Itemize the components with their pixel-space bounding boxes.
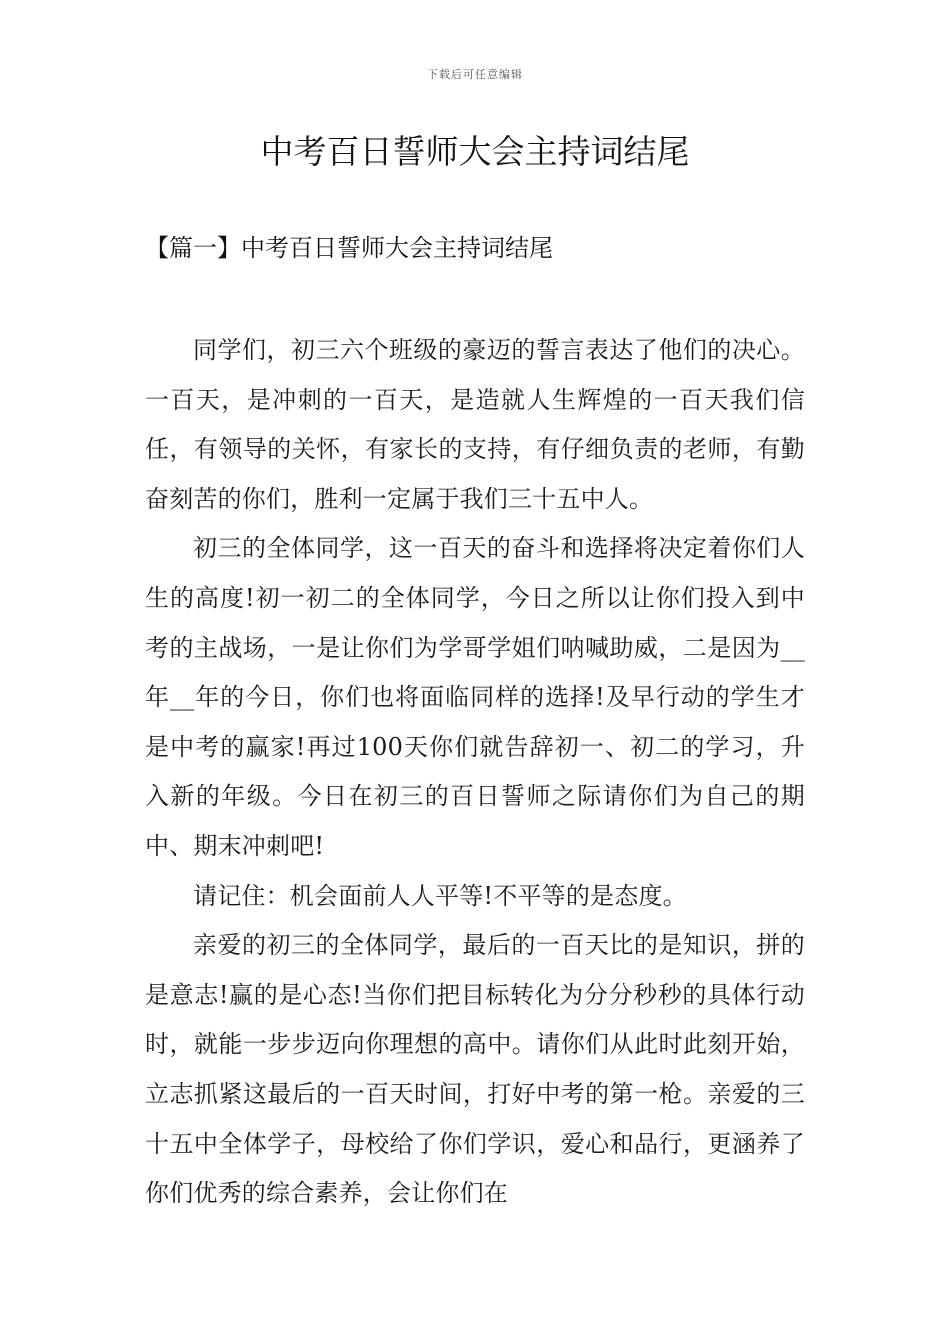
paragraph: 请记住：机会面前人人平等!不平等的是态度。 bbox=[193, 881, 687, 910]
document-body bbox=[145, 326, 805, 1219]
paragraph: 初三的全体同学，这一百天的奋斗和选择将决定着你们人生的高度!初一初二的全体同学，今日之所以让你们投入到中考的主战场，一是让你们为学哥学姐们呐喊助威，二是因为__年__年的今日，你们也将面临同样的选择!及早行动的学生才是中考的赢家!再过100天你们就告辞初一、初二的学习，升入新的年级。今日在初三的百日誓师之际请你们为自己的期中、期末冲刺吧! bbox=[145, 534, 805, 860]
paragraph: 同学们，初三六个班级的豪迈的誓言表达了他们的决心。一百天，是冲刺的一百天，是造就人生辉煌的一百天我们信任，有领导的关怀，有家长的支持，有仔细负责的老师，有勤奋刻苦的你们，胜利一定属于我们三十五中人。 bbox=[145, 336, 805, 513]
document-title: 中考百日誓师大会主持词结尾 bbox=[260, 132, 690, 171]
paragraph: 亲爱的初三的全体同学，最后的一百天比的是知识，拼的是意志!赢的是心态!当你们把目标转化为分分秒秒的具体行动时，就能一步步迈向你理想的高中。请你们从此时此刻开始，立志抓紧这最后的一百天时间，打好中考的第一枪。亲爱的三十五中全体学子，母校给了你们学识，爱心和品行，更涵养了你们优秀的综合素养，会让你们在 bbox=[145, 931, 805, 1208]
page-header-note: 下载后可任意编辑 bbox=[427, 68, 523, 81]
section-heading: 【篇一】中考百日誓师大会主持词结尾 bbox=[145, 234, 553, 262]
